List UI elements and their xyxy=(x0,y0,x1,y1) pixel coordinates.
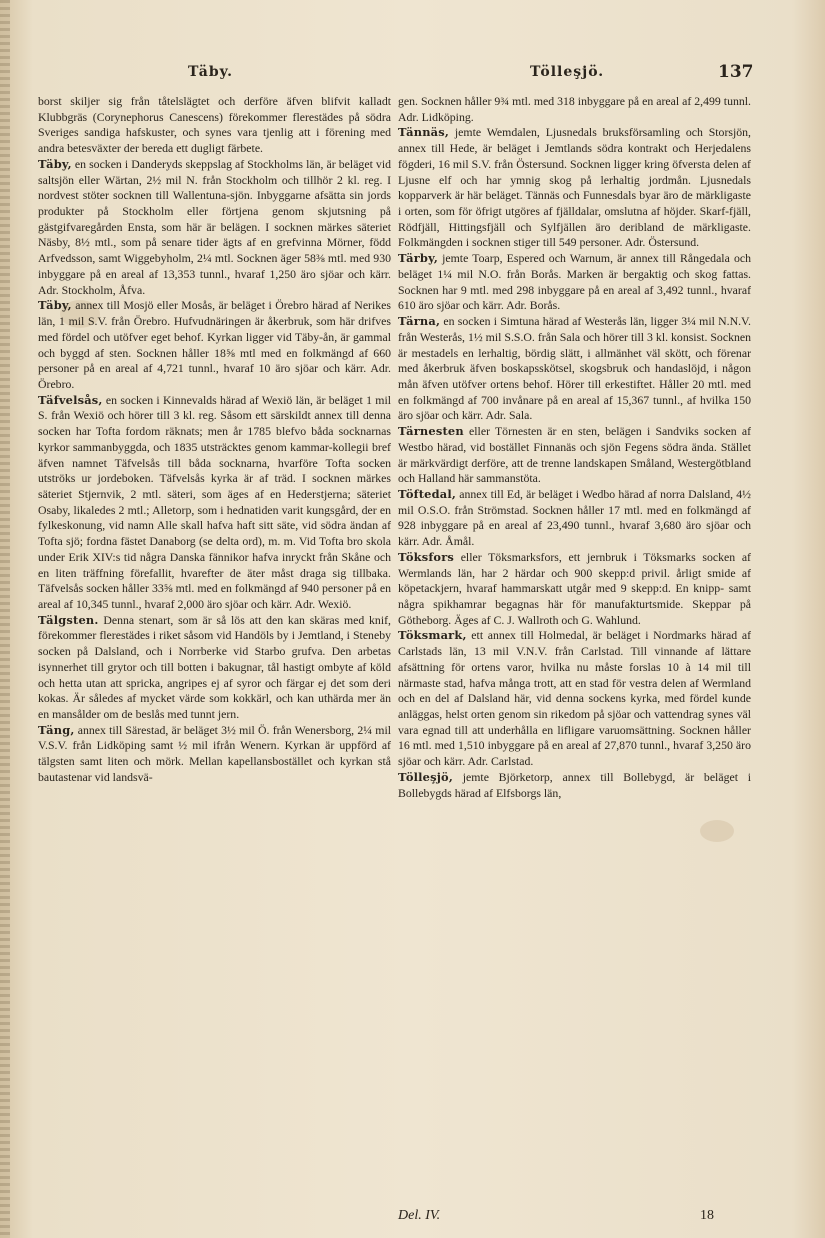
entry-headword: Tärby, xyxy=(398,251,438,266)
running-head xyxy=(0,62,825,86)
dictionary-entry xyxy=(398,550,751,629)
entry-text: en socken i Simtuna härad af Westerås län, ligger 3¼ mil N.N.V. från Westerås, 1½ mil S.S.O. från Sala och hörer till 3 kl. konsist. Socknen är mestadels en lerhaltig, bördig slätt, i allmänhet väl skött, och förenar med åkerbruk äfven boskapsskötsel, skogsbruk och handaslöjd, i någon mån äfven utöfver ortens behof. Hörer till erkestiftet. Håller 20 mtl. med en folkmängd af 700 invånare på en areal af 15,367 tunnl., af hvilka 150 äro sjöar och kärr. Adr. Sala. xyxy=(398,314,751,423)
entry-headword: Tälgsten. xyxy=(38,612,99,627)
binding-edge xyxy=(0,0,10,1238)
entry-headword: Täby, xyxy=(38,156,72,171)
dictionary-entry xyxy=(398,424,751,487)
entry-headword: Tölleşjö, xyxy=(398,769,454,784)
entry-text: eller Törnesten är en sten, belägen i Sandviks socken af Westbo härad, vid bostället Finnanäs och sjön Fegens södra ända. Stället är märkvärdigt derföre, att de trenne landskapen Småland, Westergötbland och Halland här sammanstöta. xyxy=(398,424,751,486)
left-text-column xyxy=(38,94,391,1214)
entry-text: eller Töksmarksfors, ett jernbruk i Töksmarks socken af Wermlands län, har 2 härdar och 900 skepp:d privil. årligt smide af köpetackjern, hvaraf hammarskatt utgår med 9 skepp:d. En knipp- samt några spikhamrar begagnas här för manufakturtsmide. Skeppar på Götheborg. Äges af C. J. Wallroth och G. Wahlund. xyxy=(398,549,751,627)
header-right-word: Tölleşjö. xyxy=(530,64,605,80)
entry-text: en socken i Danderyds skeppslag af Stockholms län, är beläget vid saltsjön eller Wärtan, 2½ mil N. från Stockholm och tillhör 2 kl. reg. I nordvest stöter socknen till Wallentuna-sjön. Inbyggarne afsätta sin jords produkter på Stockholm eller förtjena genom skjutsning på gästgifvaregården Ensta, som här är belägen. I socknen märkes säteriet Näsby, 8½ mtl., som på senare tider ägts af en grefvinna Mörner, född Arfvedsson, samt Wiggebyholm, 2¼ mtl. Socknen äger 58⅜ mtl. med 930 inbyggare på en areal af 13,353 tunnl., hvaraf 1,250 äro sjöar och kärr. Adr. Stockholm, Åfva. xyxy=(38,156,391,297)
dictionary-entry xyxy=(38,157,391,298)
entry-text: annex till Mosjö eller Mosås, är beläget i Örebro härad af Nerikes län, 1 mil S.V. från Örebro. Hufvudnäringen är åkerbruk, som här drifves med fördel och utöfver eget behof. Kyrkan ligger vid Täby-ån, är gammal och byggd af sten. Socknen håller 18⅝ mtl med en folkmängd af 660 personer på en areal af 4,721 tunnl., hvaraf 10 äro sjöar och kärr. Adr. Örebro. xyxy=(38,298,391,391)
entry-text: borst skiljer sig från tåtelslägtet och derföre äfven blifvit kalladt Klubbgräs (Corynephorus Canescens) förekommer flerestädes på södra Sveriges sandiga hafskuster, och synes vara tjenlig att i förening med andra betesväxter der bereda ett dugligt färbete. xyxy=(38,94,391,156)
entry-text: Denna stenart, som är så lös att den kan skäras med knif, förekommer flerestädes i riket såsom vid Handöls by i Jemtland, i Steneby socken på Dalsland, och i Norrberke vid Starbo grufva. Den arbetas isynnerhet till grytor och till botten i bakugnar, tål hastigt ombyte af köld och hetta utan att spricka, angripes ej af syror och färgar ej det som deri kokas. Är således af mycket värde som kokkärl, och kan uthärda mer än en mansålder om de beslås med tunnt jern. xyxy=(38,612,391,722)
entry-headword: Tännäs, xyxy=(398,125,450,140)
entry-text: jemte Wemdalen, Ljusnedals bruksförsamling och Storsjön, annex till Hede, är beläget i Jemtlands södra kontrakt och Herjedalens fögderi, 16 mil S.V. från Östersund. Socknen ligger kring öfversta delen af Ljusne elf och har ymnig skog på lerhaltig jordmån. Ljusnedals kopparverk är här beläget. Tännäs och Funnesdals byar äro de märkligaste i orten, som för öfrigt utgöres af fjälldalar, omslutna af höjder. Skarf-fjäll, Rödfjäll, Hittingsfjäll och Sylfjällen äro deribland de märkligaste. Folkmängden i socknen stiger till 549 personer. Adr. Östersund. xyxy=(398,125,751,250)
page-footer xyxy=(0,1208,825,1228)
dictionary-entry xyxy=(38,723,391,786)
dictionary-entry xyxy=(398,487,751,550)
entry-text: gen. Socknen håller 9¾ mtl. med 318 inbyggare på en areal af 2,499 tunnl. Adr. Lidköping. xyxy=(398,94,751,124)
entry-headword: Töksmark, xyxy=(398,628,467,643)
entry-text: jemte Björketorp, annex till Bollebygd, är beläget i Bollebygds härad af Elfsborgs län, xyxy=(398,769,751,800)
right-text-column xyxy=(398,94,751,1214)
dictionary-entry xyxy=(398,770,751,801)
entry-text: jemte Toarp, Espered och Warnum, är annex till Rångedala och beläget 1¼ mil N.O. från Borås. Marken är bergaktig och skog fattas. Socknen har 9 mtl. med 298 inbyggare på en areal af 3,492 tunnl., hvaraf 610 äro sjöar och kärr. Adr. Borås. xyxy=(398,251,751,313)
entry-headword: Täfvelsås, xyxy=(38,392,103,407)
entry-text: en socken i Kinnevalds härad af Wexiö län, är beläget 1 mil S. från Wexiö och hörer till 3 kl. reg. Såsom ett särskildt annex till denna socken har Tofta fordom räknats; men år 1785 blefvo båda socknarnas kyrkor sammanbyggda, och 1835 utsträcktes genom kammar-kollegii bref äfven namnet Täfvelsås till båda socknarna, hvarföre Tofta socken utströks ur jordeboken. Täfvelsås kyrka är af träd. I socknen märkes säteriet Stjernvik, 2 mtl. säteri, som äges af en Hederstjerna; säteriet Osaby, likaledes 2 mtl.; Alletorp, som i hednatiden varit kungsgård, der en fylkeskonung, vid namn Alle skall hafva haft sitt säte, vid södra ändan af Tofta sjö; fordna fästet Danaborg (se delta ord), m. m. Vid Tofta bro skola under Erik XIV:s tid några Danska fännikor hafva inryckt från Skåne och en liten träffning förefallit, hvarefter de äter måst draga sig tillbaka. Täfvelsås socken håller 33⅝ mtl. med en folkmängd af 940 personer på en areal af 10,345 tunnl., hvaraf 2,000 äro sjöar och kärr. Adr. Wexiö. xyxy=(38,392,391,611)
entry-text: annex till Särestad, är beläget 3½ mil Ö. från Wenersborg, 2¼ mil V.S.V. från Lidköping samt ½ mil ifrån Wenern. Kyrkan är uppförd af tälgsten samt liten och mörk. Mellan kapellansbostället och kyrkan stå bautastenar vid landsvä- xyxy=(38,722,391,784)
signature-mark: 18 xyxy=(700,1208,714,1223)
entry-headword: Tärnesten xyxy=(398,424,464,439)
dictionary-entry xyxy=(38,298,391,392)
dictionary-entry xyxy=(398,628,751,769)
header-left-word: Täby. xyxy=(188,64,234,80)
entry-text: annex till Ed, är beläget i Wedbo härad af norra Dalsland, 4½ mil O.S.O. från Strömstad. Socknen håller 17 mtl. med en folkmängd af 928 inbyggare på en areal af 23,490 tunnl., hvaraf 3,680 äro sjöar och kärr. Adr. Åmål. xyxy=(398,486,751,549)
dictionary-entry xyxy=(398,314,751,424)
dictionary-entry xyxy=(38,94,391,157)
dictionary-entry xyxy=(38,613,391,723)
entry-headword: Töksfors xyxy=(398,549,455,564)
entry-headword: Töftedal, xyxy=(398,486,457,501)
dictionary-entry xyxy=(398,251,751,314)
page-number: 137 xyxy=(718,62,754,82)
entry-text: ett annex till Holmedal, är beläget i Nordmarks härad af Carlstads län, 13 mil V.N.V. från Carlstad. Till vinnande af lättare afsättning för ortens varor, hvilka nu måste forslas 10 à 14 mil till närmaste stad, hafva många trott, att en stad för vestra delen af Wermland och en del af Dalsland här, vid denna sockens kyrka, med fördel kunde anläggas, helst orten genom sin rikedom på sjöar och vattendrag synes väl vara egnad till att underhålla en lifligare varuomsättning. Socknen håller 16 mtl. med 1,510 inbyggare på en areal af 27,870 tunnl., hvaraf 3,250 äro sjöar och kärr. Adr. Carlstad. xyxy=(398,628,751,769)
entry-headword: Tärna, xyxy=(398,314,441,329)
volume-marker: Del. IV. xyxy=(398,1208,441,1223)
entry-headword: Täby, xyxy=(38,298,72,313)
entry-headword: Täng, xyxy=(38,722,75,737)
dictionary-entry xyxy=(38,393,391,613)
dictionary-entry xyxy=(398,94,751,125)
dictionary-entry xyxy=(398,125,751,251)
